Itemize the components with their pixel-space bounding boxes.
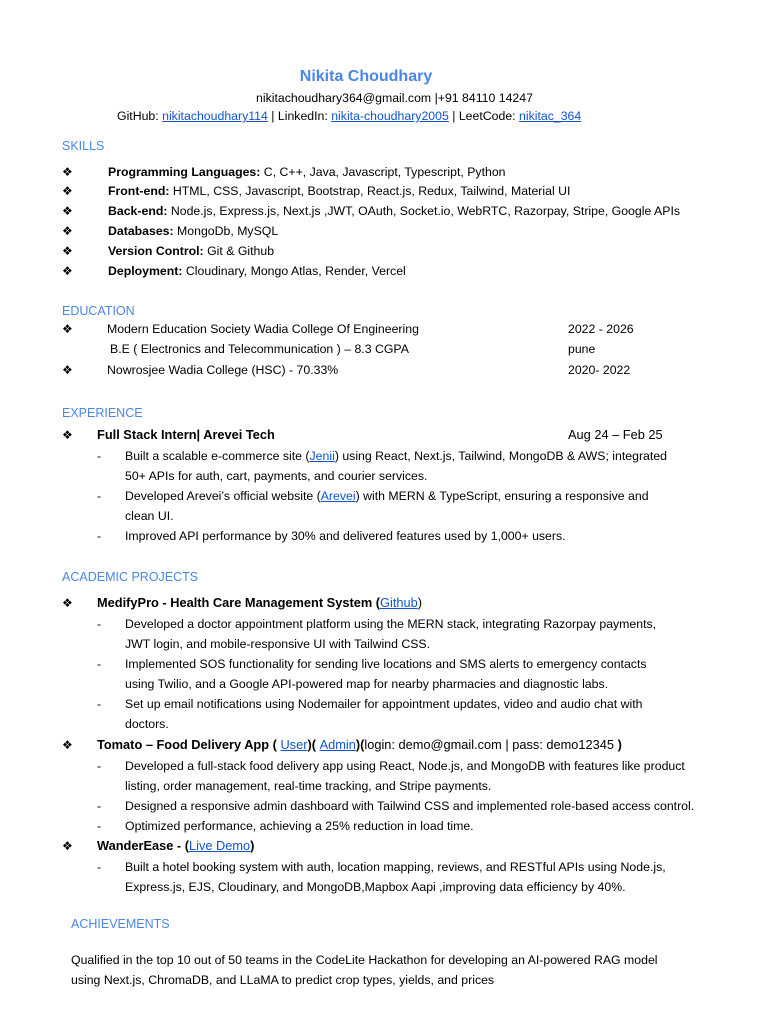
text: Built a scalable e-commerce site ( xyxy=(125,449,310,463)
text: ) xyxy=(417,595,423,610)
text: )( xyxy=(355,737,365,752)
linkedin-label: | LinkedIn: xyxy=(267,109,332,123)
skills-heading: SKILLS xyxy=(62,139,105,153)
text: )( xyxy=(307,737,320,752)
experience-point xyxy=(125,446,667,466)
project-title xyxy=(97,836,254,856)
resume-name: Nikita Choudhary xyxy=(299,68,433,85)
user-demo-link[interactable]: User xyxy=(280,737,308,752)
project-point: Designed a responsive admin dashboard with Tailwind CSS and implemented role-based access control. xyxy=(125,799,695,813)
project-point: Implemented SOS functionality for sending live locations and SMS alerts to emergency contacts xyxy=(125,657,647,671)
demo-credentials: login: demo@gmail.com | pass: demo12345 xyxy=(364,737,615,752)
profile-links xyxy=(117,106,581,126)
project-title xyxy=(97,593,422,613)
education-location: pune xyxy=(568,342,596,356)
skill-item xyxy=(108,261,406,281)
achievements-heading: ACHIEVEMENTS xyxy=(71,917,170,931)
bullet-icon: ❖ xyxy=(62,244,73,258)
skill-label: Version Control: xyxy=(108,244,204,258)
experience-point xyxy=(125,486,649,506)
dash-marker: - xyxy=(97,697,102,711)
dash-marker: - xyxy=(97,759,102,773)
skill-label: Back-end: xyxy=(108,204,168,218)
dash-marker: - xyxy=(97,529,102,543)
live-demo-link[interactable]: Live Demo xyxy=(188,838,251,853)
achievement-text-cont: using Next.js, ChromaDB, and LLaMA to predict crop types, yields, and prices xyxy=(71,973,495,987)
github-link[interactable]: nikitachoudhary114 xyxy=(162,109,268,123)
text: Developed Arevei’s official website ( xyxy=(125,489,321,503)
project-point: Set up email notifications using Nodemailer for appointment updates, video and audio chat with xyxy=(125,697,643,711)
experience-heading: EXPERIENCE xyxy=(62,406,143,420)
achievement-text: Qualified in the top 10 out of 50 teams in the CodeLite Hackathon for developing an AI-powered RAG model xyxy=(71,953,658,967)
skill-item xyxy=(108,181,570,201)
education-years: 2022 - 2026 xyxy=(568,322,634,336)
github-label: GitHub: xyxy=(117,109,163,123)
experience-role: Full Stack Intern| Arevei Tech xyxy=(97,427,275,442)
project-point-cont: Express.js, EJS, Cloudinary, and MongoDB,Mapbox Aapi ,improving data efficiency by 40%. xyxy=(125,880,626,894)
skill-label: Front-end: xyxy=(108,184,170,198)
bullet-icon: ❖ xyxy=(62,596,73,610)
bullet-icon: ❖ xyxy=(62,224,73,238)
bullet-icon: ❖ xyxy=(62,165,73,179)
project-name: MedifyPro - Health Care Management System ( xyxy=(97,595,381,610)
project-point: Built a hotel booking system with auth, location mapping, reviews, and RESTful APIs using Node.js, xyxy=(125,860,666,874)
project-name: WanderEase - ( xyxy=(97,838,189,853)
skill-value: Git & Github xyxy=(203,244,275,258)
skill-item xyxy=(108,241,274,261)
experience-dates: Aug 24 – Feb 25 xyxy=(568,427,663,442)
bullet-icon: ❖ xyxy=(62,204,73,218)
leetcode-label: | LeetCode: xyxy=(448,109,520,123)
education-institution: Nowrosjee Wadia College (HSC) - 70.33% xyxy=(107,363,339,377)
project-point-cont: doctors. xyxy=(125,717,169,731)
text: ) with MERN & TypeScript, ensuring a responsive and xyxy=(355,489,649,503)
experience-point-cont: clean UI. xyxy=(125,509,174,523)
linkedin-link[interactable]: nikita-choudhary2005 xyxy=(331,109,449,123)
text: ) using React, Next.js, Tailwind, MongoDB & AWS; integrated xyxy=(334,449,667,463)
skill-label: Deployment: xyxy=(108,264,183,278)
education-degree: B.E ( Electronics and Telecommunication ) – 8.3 CGPA xyxy=(110,342,409,356)
leetcode-link[interactable]: nikitac_364 xyxy=(519,109,582,123)
experience-point-cont: 50+ APIs for auth, cart, payments, and courier services. xyxy=(125,469,428,483)
skill-value: MongoDb, MySQL xyxy=(173,224,279,238)
bullet-icon: ❖ xyxy=(62,428,73,442)
bullet-icon: ❖ xyxy=(62,363,73,377)
bullet-icon: ❖ xyxy=(62,839,73,853)
skill-value: HTML, CSS, Javascript, Bootstrap, React.js, Redux, Tailwind, Material UI xyxy=(169,184,571,198)
project-point: Optimized performance, achieving a 25% reduction in load time. xyxy=(125,819,474,833)
bullet-icon: ❖ xyxy=(62,264,73,278)
project-point-cont: JWT login, and mobile-responsive UI with Tailwind CSS. xyxy=(125,637,431,651)
education-heading: EDUCATION xyxy=(62,304,135,318)
skill-value: Node.js, Express.js, Next.js ,JWT, OAuth, Socket.io, WebRTC, Razorpay, Stripe, Google APIs xyxy=(167,204,681,218)
skill-value: C, C++, Java, Javascript, Typescript, Python xyxy=(260,165,506,179)
skill-item xyxy=(108,221,278,241)
dash-marker: - xyxy=(97,657,102,671)
dash-marker: - xyxy=(97,449,102,463)
project-point: Developed a doctor appointment platform using the MERN stack, integrating Razorpay payments, xyxy=(125,617,657,631)
projects-heading: ACADEMIC PROJECTS xyxy=(62,570,199,584)
jenii-link[interactable]: Jenii xyxy=(309,449,335,463)
education-years: 2020- 2022 xyxy=(568,363,631,377)
bullet-icon: ❖ xyxy=(62,184,73,198)
project-point-cont: listing, order management, real-time tracking, and Stripe payments. xyxy=(125,779,492,793)
skill-label: Databases: xyxy=(108,224,174,238)
project-title xyxy=(97,735,622,755)
text: ) xyxy=(250,838,255,853)
project-point-cont: using Twilio, and a Google API-powered map for nearby pharmacies and diagnostic labs. xyxy=(125,677,609,691)
education-institution: Modern Education Society Wadia College Of Engineering xyxy=(107,322,419,336)
skill-value: Cloudinary, Mongo Atlas, Render, Vercel xyxy=(182,264,406,278)
project-name: Tomato – Food Delivery App ( xyxy=(97,737,281,752)
github-project-link[interactable]: Github xyxy=(380,595,418,610)
project-point: Developed a full-stack food delivery app using React, Node.js, and MongoDB with features like product xyxy=(125,759,685,773)
admin-demo-link[interactable]: Admin xyxy=(319,737,356,752)
dash-marker: - xyxy=(97,819,102,833)
dash-marker: - xyxy=(97,799,102,813)
skill-item xyxy=(108,201,680,221)
bullet-icon: ❖ xyxy=(62,738,73,752)
arevei-link[interactable]: Arevei xyxy=(320,489,356,503)
contact-line: nikitachoudhary364@gmail.com |+91 84110 14247 xyxy=(256,91,533,105)
skill-label: Programming Languages: xyxy=(108,165,261,179)
dash-marker: - xyxy=(97,860,102,874)
bullet-icon: ❖ xyxy=(62,322,73,336)
dash-marker: - xyxy=(97,617,102,631)
text: ) xyxy=(614,737,622,752)
skill-item xyxy=(108,162,506,182)
dash-marker: - xyxy=(97,489,102,503)
experience-point: Improved API performance by 30% and delivered features used by 1,000+ users. xyxy=(125,529,566,543)
